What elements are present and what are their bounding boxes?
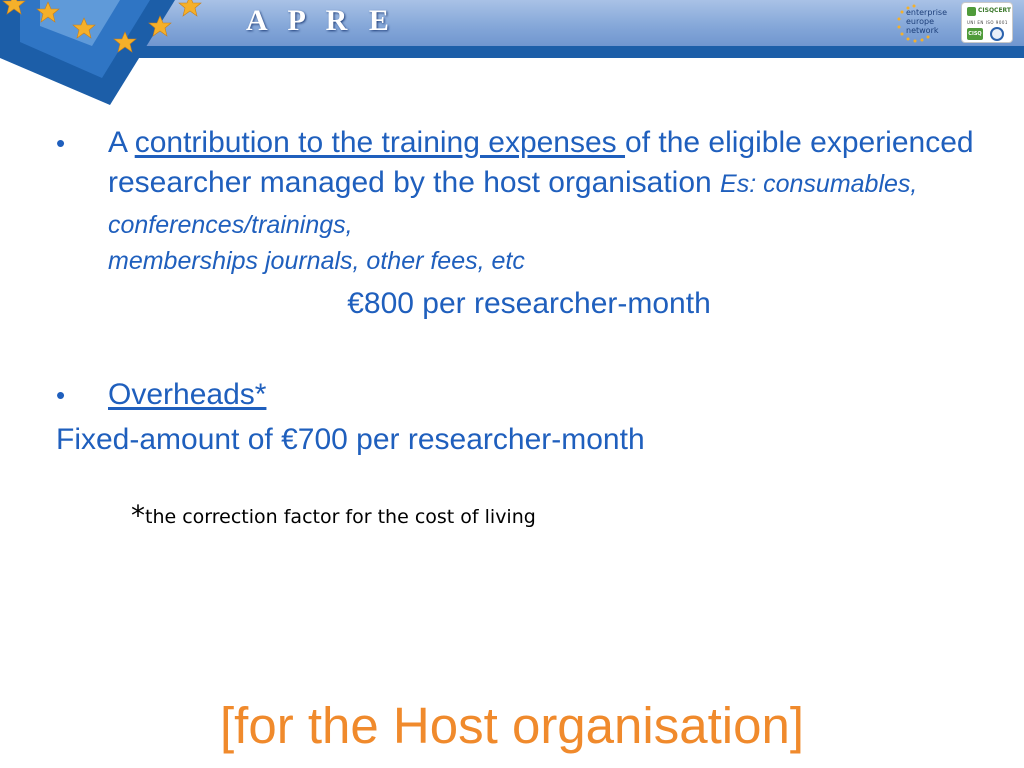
item1-examples-cont: memberships journals, other fees, etc (108, 247, 525, 275)
item1-underlined-text: contribution to the training expenses (134, 126, 626, 159)
star-icon (179, 0, 201, 16)
een-logo-text (906, 8, 947, 35)
bullet-text-training (108, 123, 988, 277)
overheads-label: Overheads* (108, 378, 267, 411)
cert-leaf-icon (967, 7, 976, 16)
een-line-3: network (906, 26, 939, 35)
bullet-dot-icon: • (56, 380, 66, 410)
iqnet-ring-icon (990, 27, 1004, 41)
host-organisation-label: [for the Host organisation] (220, 697, 804, 754)
cert-name: CISQCERT (978, 7, 1012, 14)
item1-examples: Es: consumables, conferences/trainings, (108, 170, 918, 239)
item1-prefix: A (108, 126, 135, 159)
cisq-logo: CISQ (967, 28, 983, 40)
bullet-text-overheads (108, 375, 988, 415)
certification-badge (961, 2, 1013, 43)
brand-title: A P R E (246, 4, 396, 37)
item1-rest: of the eligible experienced researcher managed by the host organisation (108, 126, 974, 199)
een-line-2: europe (906, 17, 934, 26)
bullet-dot-icon: • (56, 128, 66, 158)
een-line-1: enterprise (906, 8, 948, 17)
footnote-mark: * (131, 499, 145, 532)
footnote-text: the correction factor for the cost of living (145, 506, 536, 528)
overheads-rate: Fixed-amount of €700 per researcher-month (56, 423, 645, 456)
cert-norm: UNI EN ISO 9001 (967, 20, 1008, 25)
apre-logo-graphic (0, 0, 210, 110)
training-rate: €800 per researcher-month (347, 287, 711, 320)
footnote (131, 499, 536, 532)
